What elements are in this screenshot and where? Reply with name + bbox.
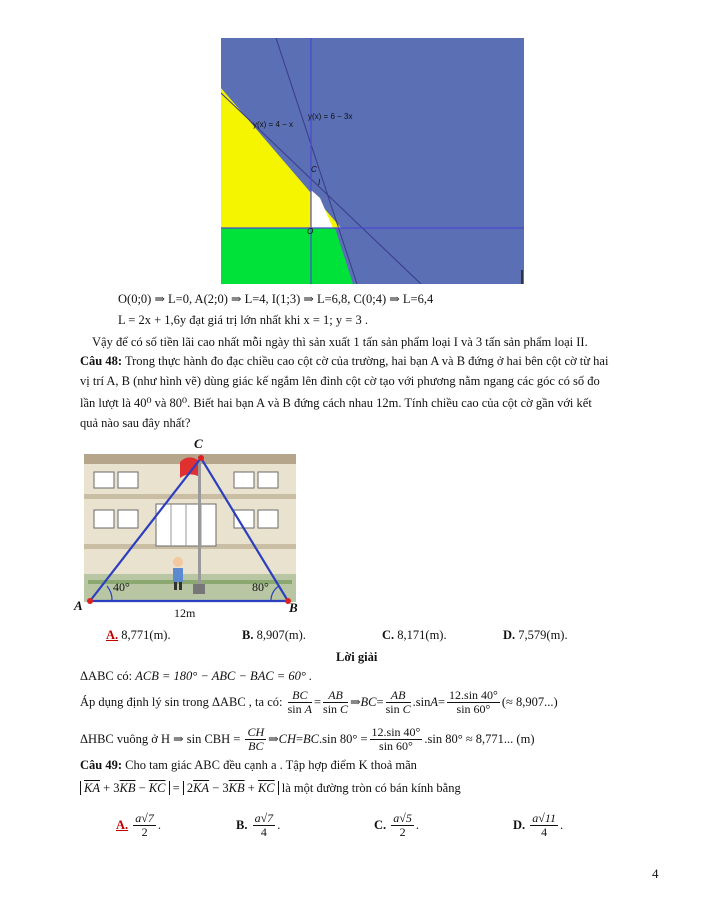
linear-programming-graph (221, 38, 524, 284)
q49-option-b[interactable]: B. $\frac{a√7}{4}$ . (236, 811, 281, 839)
q48-option-c[interactable]: C. 8,171(m). (382, 628, 447, 642)
vertex-b: B (289, 600, 298, 615)
q48-line1: Câu 48: Trong thực hành đo đạc chiều cao cột cờ của trường, hai bạn A và B đứng ở hai bên cột cờ từ hai (80, 354, 609, 368)
angle-a-label: 40° (113, 580, 130, 594)
vertex-values: O(0;0) ⇒ L=0, A(2;0) ⇒ L=4, I(1;3) ⇒ L=6,8, C(0;4) ⇒ L=6,4 (118, 292, 434, 306)
graph-label-c: C (311, 165, 317, 174)
q48-line4: quả nào sau đây nhất? (80, 416, 191, 430)
q48-option-b[interactable]: B. 8,907(m). (242, 628, 306, 642)
q49-option-c[interactable]: C. $\frac{a√5}{2}$ . (374, 811, 419, 839)
q49-line1: Câu 49: Cho tam giác ABC đều cạnh a . Tập hợp điểm K thoả mãn (80, 758, 417, 772)
q48-option-d[interactable]: D. 7,579(m). (503, 628, 568, 642)
q48-option-a[interactable]: A. 8,771(m). (106, 628, 171, 642)
angle-b-label: 80° (252, 580, 269, 594)
q49-option-d[interactable]: D. $\frac{a√11}{4}$ . (513, 811, 564, 839)
q49-line2: $\overline{KA} + 3\overline{KB} - \overline{KC} = 2\overline{KA} - 3\overline{KB} + \overline{KC}$ là một đường tròn có bán kính bằng (80, 781, 461, 796)
q48-label: Câu 48: (80, 354, 123, 368)
q49-option-a[interactable]: A. $\frac{a√7}{2}$ . (116, 811, 161, 839)
conclusion: Vậy để có số tiền lãi cao nhất mỗi ngày thì sản xuất 1 tấn sản phẩm loại I và 3 tấn sản phẩm loại II. (92, 335, 588, 349)
graph-label-y1: y(x) = 4 − x (253, 120, 294, 129)
max-statement: L = 2x + 1,6y đạt giá trị lớn nhất khi x = 1; y = 3 . (118, 313, 368, 327)
flagpole-figure (66, 434, 312, 624)
green-region (221, 228, 353, 284)
graph-label-i: I (318, 178, 321, 187)
solution-line1: ΔABC có: ACB = 180° − ABC − BAC = 60° . (80, 669, 313, 683)
vertex-a: A (74, 598, 83, 613)
solution-line2: Áp dụng định lý sin trong ΔABC , ta có: $\frac{BC}{\text{sin A}}$ = $\frac{AB}{\text{sin C}}$ ⇒ BC = $\frac{AB}{\text{sin C}}$ .sin A = $\frac{12.\sin 40^\circ}{\sin 60^\circ}$ (≈ 8,907...) (80, 687, 558, 716)
q48-line3: lần lượt là 40⁰ và 80⁰. Biết hai bạn A và B đứng cách nhau 12m. Tính chiều cao của cột cờ gần với kết (80, 396, 592, 410)
q48-line2: vị trí A, B (như hình vẽ) dùng giác kế ngắm lên đỉnh cột cờ tạo với phương nằm ngang các góc có số đo (80, 374, 600, 388)
q49-label: Câu 49: (80, 758, 123, 772)
solution-title: Lời giải (336, 650, 378, 664)
page-number: 4 (652, 866, 659, 881)
graph-label-o: O (307, 227, 314, 236)
vertex-c: C (194, 436, 203, 451)
graph-label-y2: y(x) = 6 − 3x (308, 112, 353, 121)
flagpole (198, 456, 201, 594)
solution-line3: ΔHBC vuông ở H ⇒ sin CBH = $\frac{CH}{BC}$ ⇒ CH = BC .sin 80° = $\frac{12.\sin 40^\circ}{\sin 60^\circ}$ .sin 80° ≈ 8,771... (m) (80, 724, 535, 753)
base-length-label: 12m (174, 606, 196, 620)
